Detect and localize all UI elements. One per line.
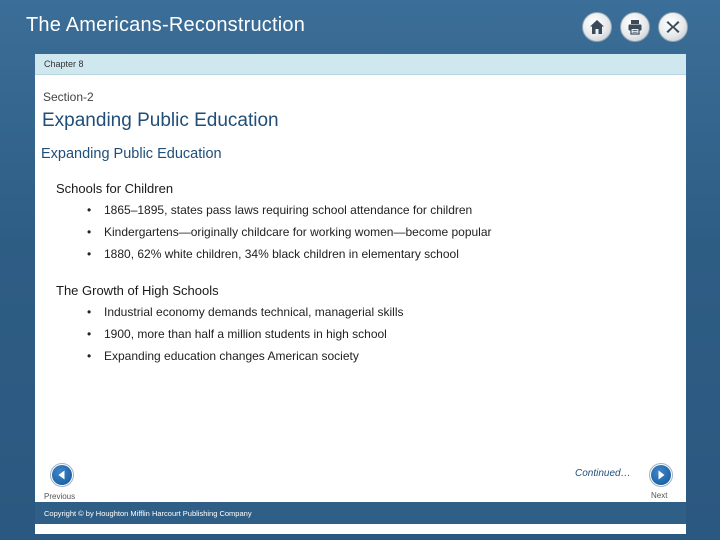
print-button[interactable] xyxy=(620,12,650,42)
group-title-schools: Schools for Children xyxy=(56,181,174,196)
list-item: • Expanding education changes American society xyxy=(87,349,403,371)
copyright-text: Copyright © by Houghton Mifflin Harcourt Publishing Company xyxy=(44,509,252,518)
print-icon xyxy=(626,18,644,36)
list-item: • Kindergartens—originally childcare for working women—become popular xyxy=(87,225,492,247)
next-button[interactable] xyxy=(649,463,673,487)
app-title: The Americans-Reconstruction xyxy=(26,14,306,36)
next-label: Next xyxy=(651,491,668,500)
chapter-label: Chapter 8 xyxy=(44,59,84,69)
list-item: • 1880, 62% white children, 34% black children in elementary school xyxy=(87,247,492,269)
top-toolbar xyxy=(582,12,688,42)
previous-button[interactable] xyxy=(50,463,74,487)
section-title: Expanding Public Education xyxy=(42,110,279,131)
slide-content xyxy=(35,54,686,534)
home-button[interactable] xyxy=(582,12,612,42)
list-item: • Industrial economy demands technical, managerial skills xyxy=(87,305,403,327)
arrow-left-icon xyxy=(56,469,68,481)
close-button[interactable] xyxy=(658,12,688,42)
home-icon xyxy=(588,18,606,36)
continued-label: Continued… xyxy=(575,468,631,479)
group-title-high-schools: The Growth of High Schools xyxy=(56,283,219,298)
chapter-bar xyxy=(35,54,686,75)
section-label: Section-2 xyxy=(43,90,94,104)
bullet-list-schools xyxy=(87,203,492,269)
close-icon xyxy=(664,18,682,36)
previous-label: Previous xyxy=(44,492,76,501)
arrow-right-icon xyxy=(655,469,667,481)
bullet-list-high-schools xyxy=(87,305,403,371)
list-item: • 1865–1895, states pass laws requiring school attendance for children xyxy=(87,203,492,225)
list-item: • 1900, more than half a million students in high school xyxy=(87,327,403,349)
page-heading: Expanding Public Education xyxy=(41,146,222,162)
